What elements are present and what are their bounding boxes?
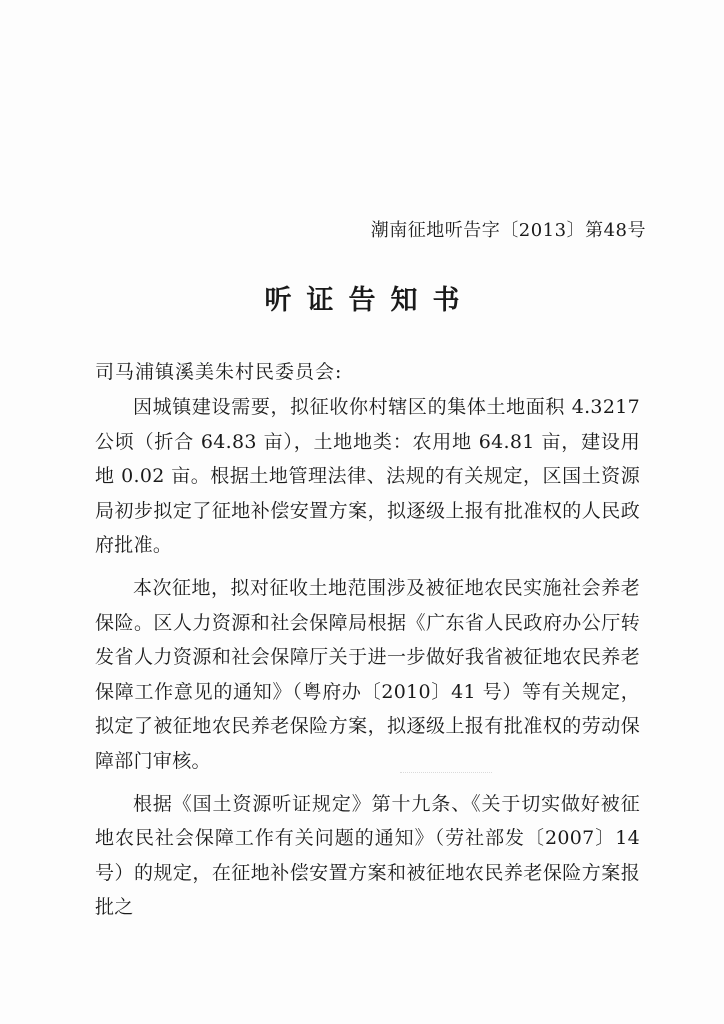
paragraph-2: 本次征地，拟对征收土地范围涉及被征地农民实施社会养老保险。区人力资源和社会保障局根据《广东省人民政府办公厅转发省人力资源和社会保障厅关于进一步做好我省被征地农民养老保障工作意见的通知》（粤府办〔2010〕41 号）等有关规定，拟定了被征地农民养老保险方案，拟逐级上报有批准权的劳动保障部门审核。 xyxy=(95,576,640,772)
document-number: 潮南征地听告字〔2013〕第48号 xyxy=(370,220,646,241)
paragraph-1: 因城镇建设需要，拟征收你村辖区的集体土地面积 4.3217 公顷（折合 64.83 亩），土地地类：农用地 64.81 亩，建设用地 0.02 亩。根据土地管理法律、法规的有关规定，区国土资源局初步拟定了征地补偿安置方案，拟逐级上报有批准权的人民政府批准。 xyxy=(95,396,640,557)
addressee: 司马浦镇溪美朱村民委员会: xyxy=(95,361,343,383)
document-body xyxy=(95,390,640,933)
document-title: 听证告知书 xyxy=(264,285,475,316)
paragraph-3: 根据《国土资源听证规定》第十九条、《关于切实做好被征地农民社会保障工作有关问题的通知》（劳社部发〔2007〕14 号）的规定，在征地补偿安置方案和被征地农民养老保险方案报批之 xyxy=(95,792,640,919)
faint-stamp-mark xyxy=(400,772,492,797)
